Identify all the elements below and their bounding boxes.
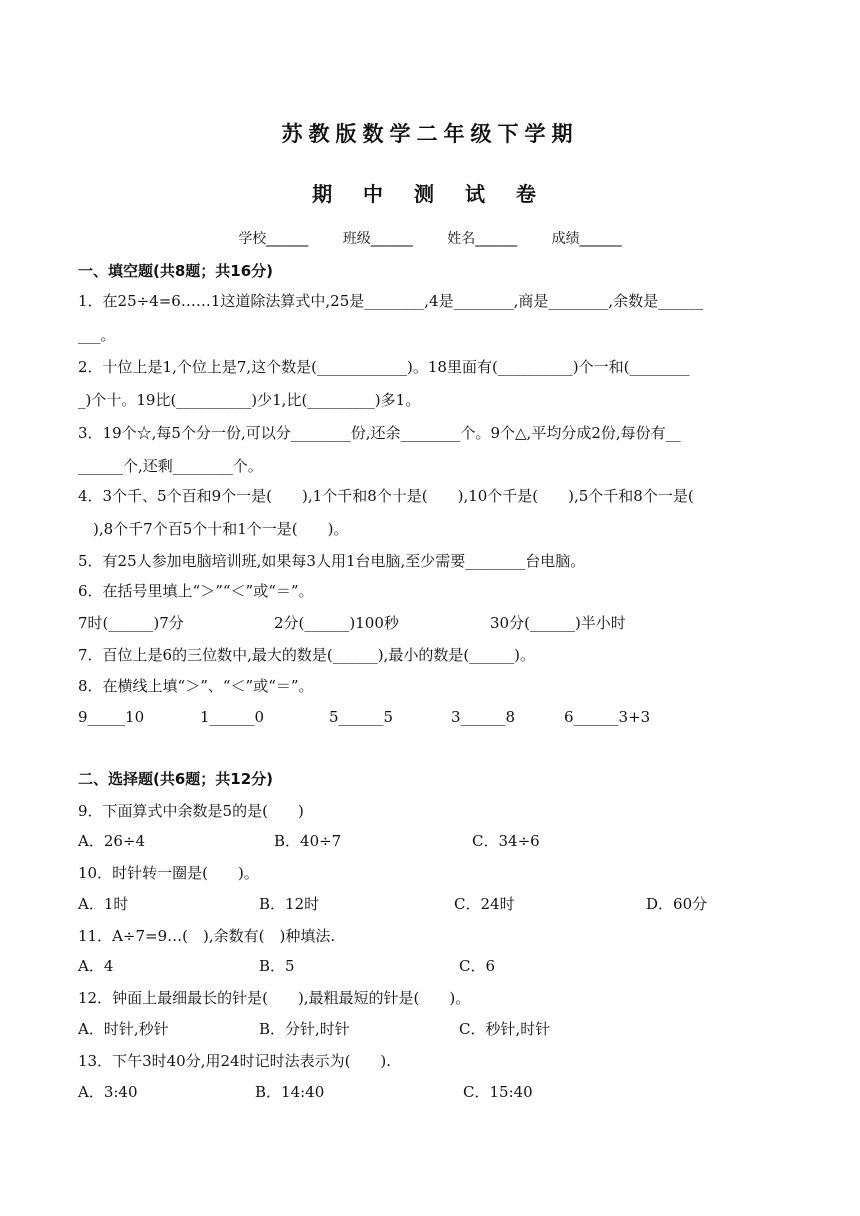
question-line: 8．在横线上填“＞”、“＜”或“＝”。 xyxy=(78,677,314,695)
option: C．24时 xyxy=(454,895,515,913)
question-line: 12．钟面上最细最长的针是( ),最粗最短的针是( )。 xyxy=(78,989,471,1007)
question-line: 7．百位上是6的三位数中,最大的数是(______),最小的数是(______)。 xyxy=(78,646,536,664)
exam-title: 苏教版数学二年级下学期 xyxy=(281,122,579,146)
exam-subtitle: 期 中 测 试 卷 xyxy=(312,182,548,206)
q8-item: 9_____10 xyxy=(78,708,145,726)
question-line: 1．在25÷4=6……1这道除法算式中,25是________,4是________,商是________,余数是______ xyxy=(78,292,704,310)
question-line: 2．十位上是1,个位上是7,这个数是(____________)。18里面有(__________)个一和(________ xyxy=(78,358,690,376)
question-line: 11．A÷7=9…( ),余数有( )种填法. xyxy=(78,927,336,945)
section2-heading: 二、选择题(共6题；共12分) xyxy=(78,770,274,788)
option: A．26÷4 xyxy=(78,832,146,850)
score-field: 成绩______ xyxy=(551,231,622,247)
question-line: ___。 xyxy=(78,326,116,344)
q6-item: 7时(______)7分 xyxy=(78,614,184,632)
name-field: 姓名______ xyxy=(447,231,518,247)
q8-item: 6______3+3 xyxy=(564,708,651,726)
question-line: ______个,还剩________个。 xyxy=(78,457,263,475)
question-line: 13．下午3时40分,用24时记时法表示为( ). xyxy=(78,1052,392,1070)
question-line: ),8个千7个百5个十和1个一是( )。 xyxy=(78,520,349,538)
q8-item: 5______5 xyxy=(329,708,394,726)
option: C．6 xyxy=(459,957,496,975)
option: D．60分 xyxy=(646,895,708,913)
q8-item: 1______0 xyxy=(200,708,265,726)
question-line: 6．在括号里填上“＞”“＜”或“＝”。 xyxy=(78,582,314,600)
question-line: 10．时针转一圈是( )。 xyxy=(78,864,259,882)
option: C．15:40 xyxy=(463,1083,533,1101)
question-line: 9．下面算式中余数是5的是( ) xyxy=(78,802,304,820)
question-line: _)个十。19比(__________)少1,比(_________)多1。 xyxy=(78,391,421,409)
q6-item: 2分(______)100秒 xyxy=(274,614,399,632)
class-field: 班级______ xyxy=(342,231,413,247)
option: C．秒针,时针 xyxy=(459,1020,551,1038)
question-line: 4．3个千、5个百和9个一是( ),1个千和8个十是( ),10个千是( ),5个千和8个一是( xyxy=(78,487,694,505)
option: A．3:40 xyxy=(78,1083,138,1101)
student-info xyxy=(0,228,860,248)
school-field: 学校______ xyxy=(238,231,309,247)
q8-item: 3______8 xyxy=(451,708,516,726)
option: B．14:40 xyxy=(255,1083,325,1101)
option: A．时针,秒针 xyxy=(78,1020,169,1038)
option: C．34÷6 xyxy=(472,832,540,850)
option: B．分针,时针 xyxy=(259,1020,350,1038)
question-line: 3．19个☆,每5个分一份,可以分________份,还余________个。9个△,平均分成2份,每份有__ xyxy=(78,424,681,442)
option: B．5 xyxy=(259,957,295,975)
option: A．4 xyxy=(78,957,114,975)
option: B．40÷7 xyxy=(274,832,342,850)
question-line: 5．有25人参加电脑培训班,如果每3人用1台电脑,至少需要________台电脑。 xyxy=(78,552,586,570)
q6-item: 30分(______)半小时 xyxy=(490,614,626,632)
section1-heading: 一、填空题(共8题；共16分) xyxy=(78,262,274,280)
option: A．1时 xyxy=(78,895,129,913)
option: B．12时 xyxy=(259,895,320,913)
